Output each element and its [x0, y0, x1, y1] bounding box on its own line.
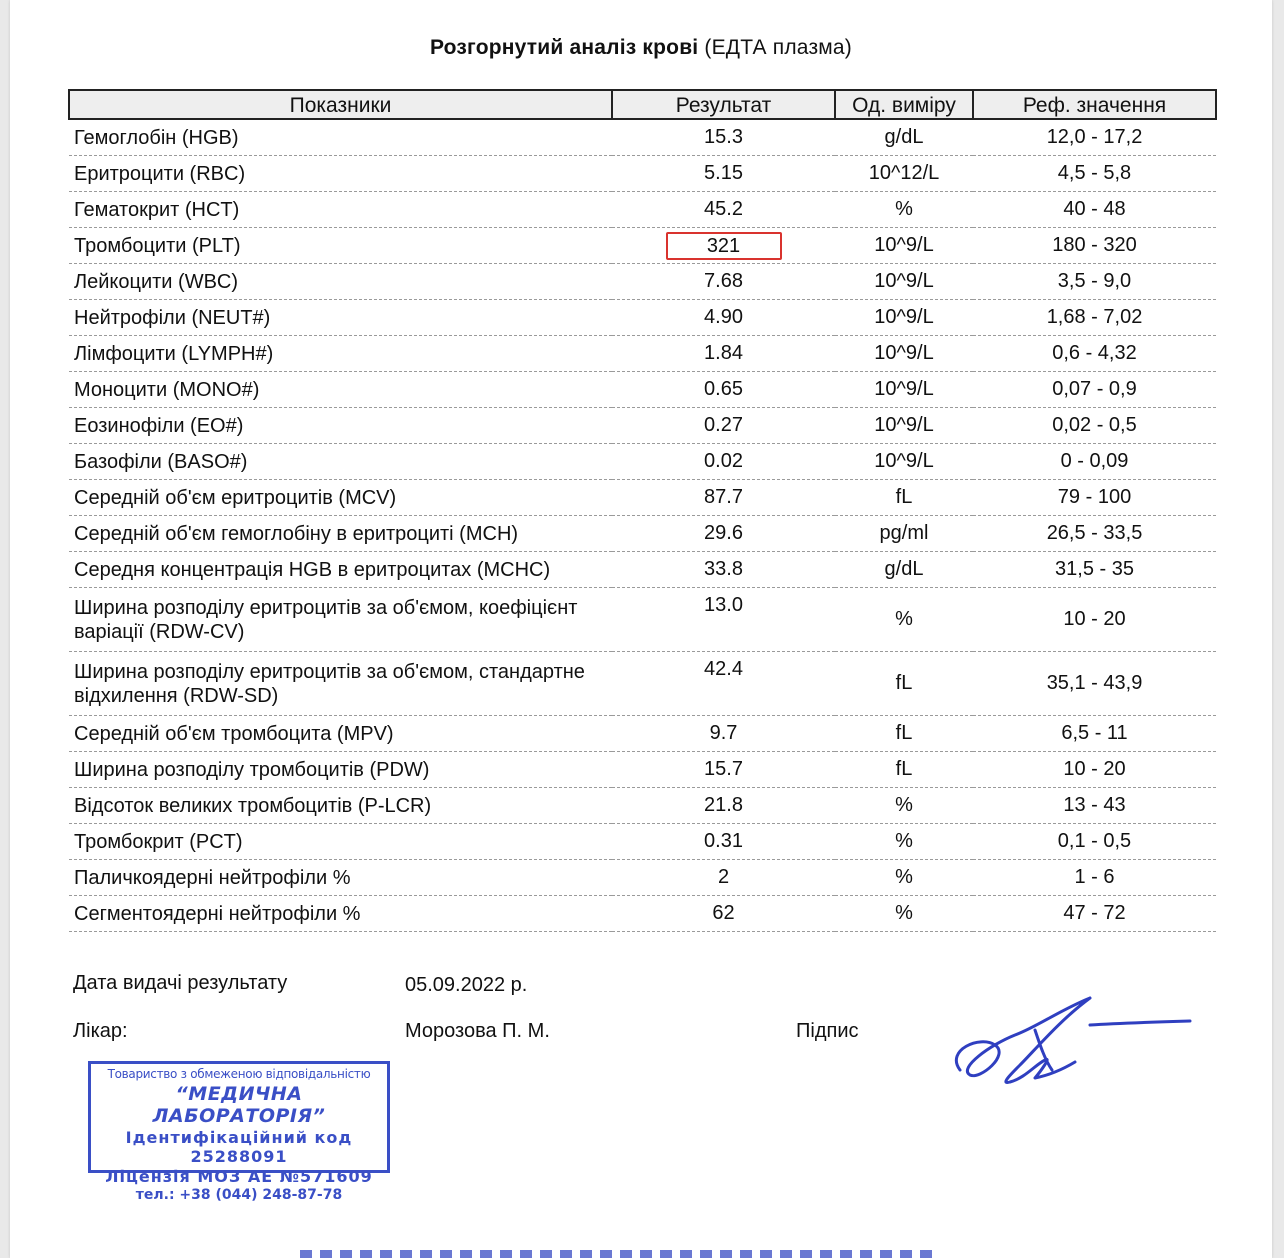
reference-range: 35,1 - 43,9 — [973, 652, 1216, 716]
indicator-name: Середня концентрація HGB в еритроцитах (MCHC) — [69, 552, 612, 588]
title-main: Розгорнутий аналіз крові — [429, 36, 699, 59]
indicator-name: Середній об'єм еритроцитів (MCV) — [69, 480, 612, 516]
reference-range: 0,6 - 4,32 — [973, 336, 1216, 372]
flagged-result-value: 321 — [666, 232, 782, 260]
signature-label: Підпис — [796, 1020, 859, 1042]
unit-value: % — [835, 192, 973, 228]
indicator-name: Тромбоцити (PLT) — [69, 228, 612, 264]
handwritten-signature — [940, 990, 1200, 1120]
result-value: 7.68 — [704, 270, 743, 292]
result-cell — [612, 228, 835, 264]
unit-value: % — [835, 588, 973, 652]
reference-range: 10 - 20 — [973, 588, 1216, 652]
unit-value: 10^9/L — [835, 408, 973, 444]
result-cell — [612, 716, 835, 752]
table-row — [69, 588, 1216, 652]
table-row — [69, 372, 1216, 408]
result-value: 13.0 — [704, 594, 743, 616]
result-value: 0.65 — [704, 378, 743, 400]
result-cell — [612, 752, 835, 788]
result-cell — [612, 652, 835, 716]
doctor-label: Лікар: — [73, 1020, 128, 1042]
stamp-line-company-type: Товариство з обмеженою відповідальністю — [107, 1067, 371, 1081]
reference-range: 0,02 - 0,5 — [973, 408, 1216, 444]
result-value: 21.8 — [704, 794, 743, 816]
results-table-body — [69, 119, 1216, 932]
result-value: 9.7 — [709, 722, 738, 744]
unit-value: 10^9/L — [835, 372, 973, 408]
unit-value: pg/ml — [835, 516, 973, 552]
indicator-name: Сегментоядерні нейтрофіли % — [69, 896, 612, 932]
result-cell — [612, 264, 835, 300]
reference-range: 180 - 320 — [973, 228, 1216, 264]
reference-range: 40 - 48 — [973, 192, 1216, 228]
reference-range: 4,5 - 5,8 — [973, 156, 1216, 192]
unit-value: 10^9/L — [835, 228, 973, 264]
signature-stroke-line — [1090, 1021, 1190, 1025]
reference-range: 6,5 - 11 — [973, 716, 1216, 752]
reference-range: 0,07 - 0,9 — [973, 372, 1216, 408]
reference-range: 3,5 - 9,0 — [973, 264, 1216, 300]
unit-value: 10^9/L — [835, 336, 973, 372]
result-cell — [612, 119, 835, 156]
result-value: 62 — [712, 902, 735, 924]
table-row — [69, 652, 1216, 716]
table-row — [69, 156, 1216, 192]
table-row — [69, 264, 1216, 300]
table-row — [69, 444, 1216, 480]
unit-value: 10^12/L — [835, 156, 973, 192]
indicator-name: Лейкоцити (WBC) — [69, 264, 612, 300]
table-row — [69, 552, 1216, 588]
result-value: 0.02 — [704, 450, 743, 472]
lab-stamp — [88, 1061, 390, 1203]
result-cell — [612, 788, 835, 824]
indicator-name: Середній об'єм гемоглобіну в еритроциті (MCH) — [69, 516, 612, 552]
unit-value: fL — [835, 652, 973, 716]
indicator-name: Тромбокрит (PCT) — [69, 824, 612, 860]
indicator-name: Лімфоцити (LYMPH#) — [69, 336, 612, 372]
title-sub: (ЕДТА плазма) — [704, 36, 852, 59]
results-table — [68, 89, 1217, 932]
result-cell — [612, 516, 835, 552]
result-value: 15.3 — [704, 126, 743, 148]
column-header-indicator: Показники — [69, 90, 612, 119]
signature-stroke-main — [956, 998, 1090, 1083]
reference-range: 31,5 - 35 — [973, 552, 1216, 588]
result-value: 0.27 — [704, 414, 743, 436]
doctor-name: Морозова П. М. — [405, 1020, 550, 1042]
table-row — [69, 516, 1216, 552]
result-cell — [612, 336, 835, 372]
page-title — [0, 36, 1282, 60]
reference-range: 10 - 20 — [973, 752, 1216, 788]
indicator-name: Базофіли (BASO#) — [69, 444, 612, 480]
result-cell — [612, 156, 835, 192]
result-cell — [612, 300, 835, 336]
unit-value: g/dL — [835, 552, 973, 588]
indicator-name: Гематокрит (HCT) — [69, 192, 612, 228]
indicator-name: Моноцити (MONO#) — [69, 372, 612, 408]
reference-range: 12,0 - 17,2 — [973, 119, 1216, 156]
unit-value: % — [835, 788, 973, 824]
unit-value: % — [835, 860, 973, 896]
indicator-name: Відсоток великих тромбоцитів (P-LCR) — [69, 788, 612, 824]
reference-range: 26,5 - 33,5 — [973, 516, 1216, 552]
result-value: 29.6 — [704, 522, 743, 544]
reference-range: 0 - 0,09 — [973, 444, 1216, 480]
stamp-line-company-name: “МЕДИЧНА ЛАБОРАТОРІЯ” — [152, 1083, 326, 1127]
result-value: 15.7 — [704, 758, 743, 780]
unit-value: g/dL — [835, 119, 973, 156]
result-value: 1.84 — [704, 342, 743, 364]
result-value: 2 — [717, 866, 730, 888]
stamp-line-license: Ліцензія МОЗ АЕ №571609 — [105, 1167, 373, 1186]
stamp-line-id-code: Ідентифікаційний код 25288091 — [125, 1128, 353, 1166]
unit-value: % — [835, 896, 973, 932]
unit-value: fL — [835, 480, 973, 516]
table-row — [69, 228, 1216, 264]
unit-value: 10^9/L — [835, 300, 973, 336]
result-value: 0.31 — [704, 830, 743, 852]
result-value: 42.4 — [704, 658, 743, 680]
indicator-name: Гемоглобін (HGB) — [69, 119, 612, 156]
table-header-row — [69, 90, 1216, 119]
table-row — [69, 300, 1216, 336]
indicator-name: Еозинофіли (EO#) — [69, 408, 612, 444]
result-value: 45.2 — [704, 198, 743, 220]
reference-range: 1 - 6 — [973, 860, 1216, 896]
result-cell — [612, 824, 835, 860]
result-cell — [612, 444, 835, 480]
table-row — [69, 119, 1216, 156]
issue-date-label: Дата видачі результату — [73, 972, 288, 994]
reference-range: 79 - 100 — [973, 480, 1216, 516]
column-header-result: Результат — [612, 90, 835, 119]
stamp-line-phone: тел.: +38 (044) 248-87-78 — [135, 1187, 343, 1203]
indicator-name: Середній об'єм тромбоцита (MPV) — [69, 716, 612, 752]
unit-value: fL — [835, 752, 973, 788]
result-value: 5.15 — [704, 162, 743, 184]
table-row — [69, 408, 1216, 444]
unit-value: 10^9/L — [835, 444, 973, 480]
result-cell — [612, 372, 835, 408]
indicator-name: Ширина розподілу еритроцитів за об'ємом, коефіцієнт варіації (RDW-CV) — [69, 588, 612, 652]
reference-range: 0,1 - 0,5 — [973, 824, 1216, 860]
unit-value: 10^9/L — [835, 264, 973, 300]
indicator-name: Ширина розподілу еритроцитів за об'ємом, стандартне відхилення (RDW-SD) — [69, 652, 612, 716]
result-cell — [612, 588, 835, 652]
table-row — [69, 860, 1216, 896]
result-value: 33.8 — [704, 558, 743, 580]
reference-range: 47 - 72 — [973, 896, 1216, 932]
table-row — [69, 752, 1216, 788]
table-row — [69, 824, 1216, 860]
issue-date-value: 05.09.2022 р. — [405, 974, 528, 996]
result-cell — [612, 480, 835, 516]
cut-off-footer-text — [300, 1250, 940, 1258]
result-cell — [612, 552, 835, 588]
table-row — [69, 716, 1216, 752]
column-header-unit: Од. виміру — [835, 90, 973, 119]
result-value: 87.7 — [704, 486, 743, 508]
result-cell — [612, 192, 835, 228]
reference-range: 1,68 - 7,02 — [973, 300, 1216, 336]
indicator-name: Ширина розподілу тромбоцитів (PDW) — [69, 752, 612, 788]
result-cell — [612, 896, 835, 932]
unit-value: % — [835, 824, 973, 860]
result-cell — [612, 860, 835, 896]
table-row — [69, 336, 1216, 372]
result-cell — [612, 408, 835, 444]
indicator-name: Паличкоядерні нейтрофіли % — [69, 860, 612, 896]
indicator-name: Нейтрофіли (NEUT#) — [69, 300, 612, 336]
table-row — [69, 192, 1216, 228]
result-value: 4.90 — [704, 306, 743, 328]
table-row — [69, 788, 1216, 824]
reference-range: 13 - 43 — [973, 788, 1216, 824]
table-row — [69, 480, 1216, 516]
column-header-reference: Реф. значення — [973, 90, 1216, 119]
table-row — [69, 896, 1216, 932]
indicator-name: Еритроцити (RBC) — [69, 156, 612, 192]
unit-value: fL — [835, 716, 973, 752]
